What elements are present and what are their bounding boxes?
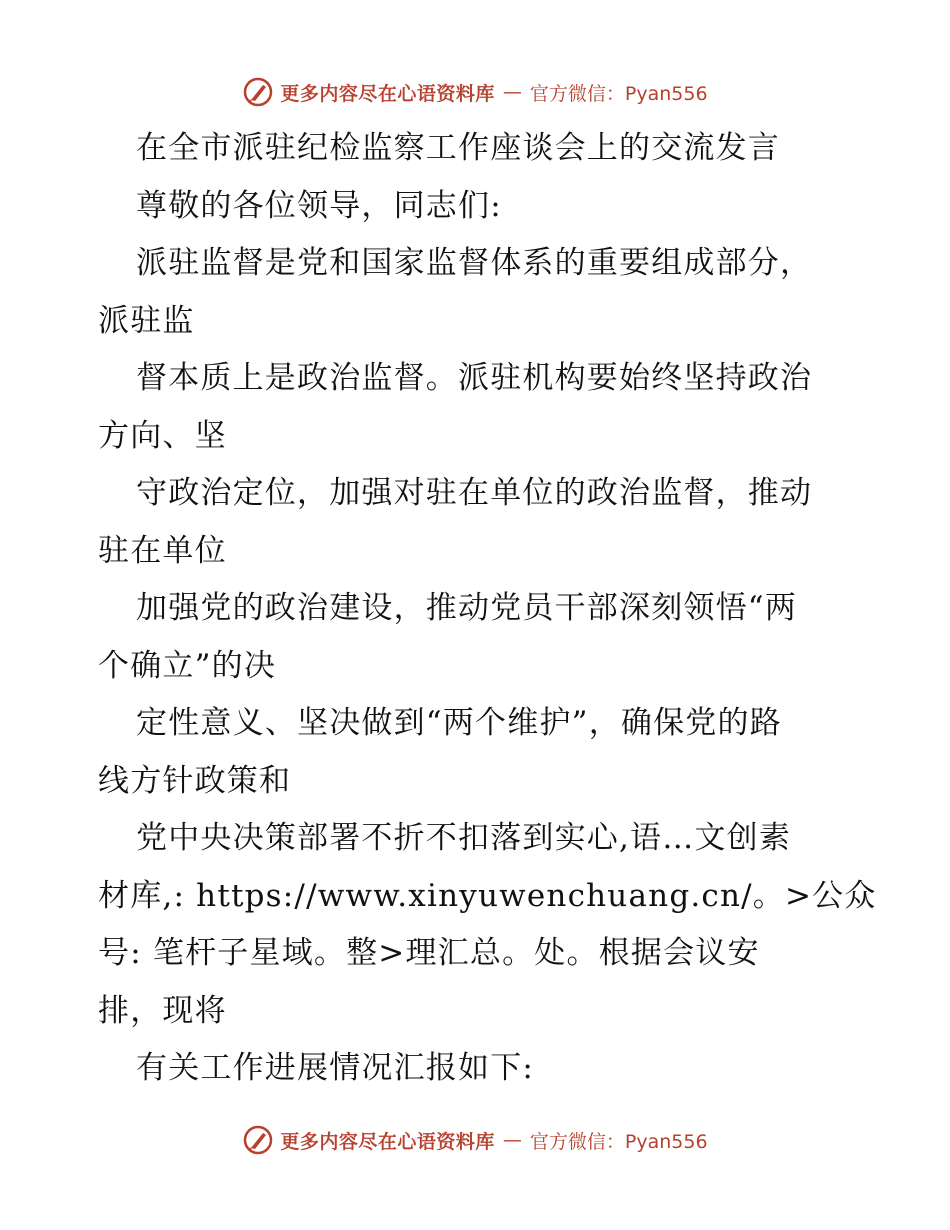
quill-pen-circle-icon <box>242 76 274 108</box>
doc-line: 党中央决策部署不折不扣落到实心,语…文创素 <box>136 820 792 856</box>
document-body <box>98 120 877 1098</box>
banner-text: 更多内容尽在心语资料库 <box>280 1130 495 1153</box>
doc-line: 个确立”的决 <box>98 647 277 684</box>
doc-line: 加强党的政治建设，推动党员干部深刻领悟“两 <box>136 590 798 626</box>
doc-line: 有关工作进展情况汇报如下: <box>136 1050 535 1086</box>
doc-line: 排，现将 <box>98 992 227 1029</box>
banner-dash: — <box>502 1129 522 1151</box>
doc-line: 线方针政策和 <box>98 762 292 799</box>
doc-line: 派驻监 <box>98 302 195 339</box>
quill-pen-circle-icon <box>242 1124 274 1156</box>
doc-line: 方向、坚 <box>98 417 227 454</box>
doc-line: 在全市派驻纪检监察工作座谈会上的交流发言 <box>136 130 780 166</box>
header-banner <box>0 72 950 112</box>
doc-line: 督本质上是政治监督。派驻机构要始终坚持政治 <box>136 360 813 396</box>
banner-wechat: 官方微信：Pyan556 <box>529 82 708 105</box>
doc-line: 守政治定位，加强对驻在单位的政治监督，推动 <box>136 475 813 511</box>
doc-line: 驻在单位 <box>98 532 227 569</box>
banner-dash: — <box>502 81 522 103</box>
doc-line: 号: 笔杆子星域。整>理汇总。处。根据会议安 <box>98 935 760 971</box>
doc-line: 尊敬的各位领导，同志们: <box>136 187 502 224</box>
footer-banner <box>0 1120 950 1160</box>
doc-line: 材库,: https://www.xinyuwenchuang.cn/。>公众 <box>98 877 877 914</box>
banner-text: 更多内容尽在心语资料库 <box>280 82 495 105</box>
doc-line: 定性意义、坚决做到“两个维护”，确保党的路 <box>136 705 782 741</box>
banner-wechat: 官方微信：Pyan556 <box>529 1130 708 1153</box>
doc-line: 派驻监督是党和国家监督体系的重要组成部分， <box>136 245 813 281</box>
